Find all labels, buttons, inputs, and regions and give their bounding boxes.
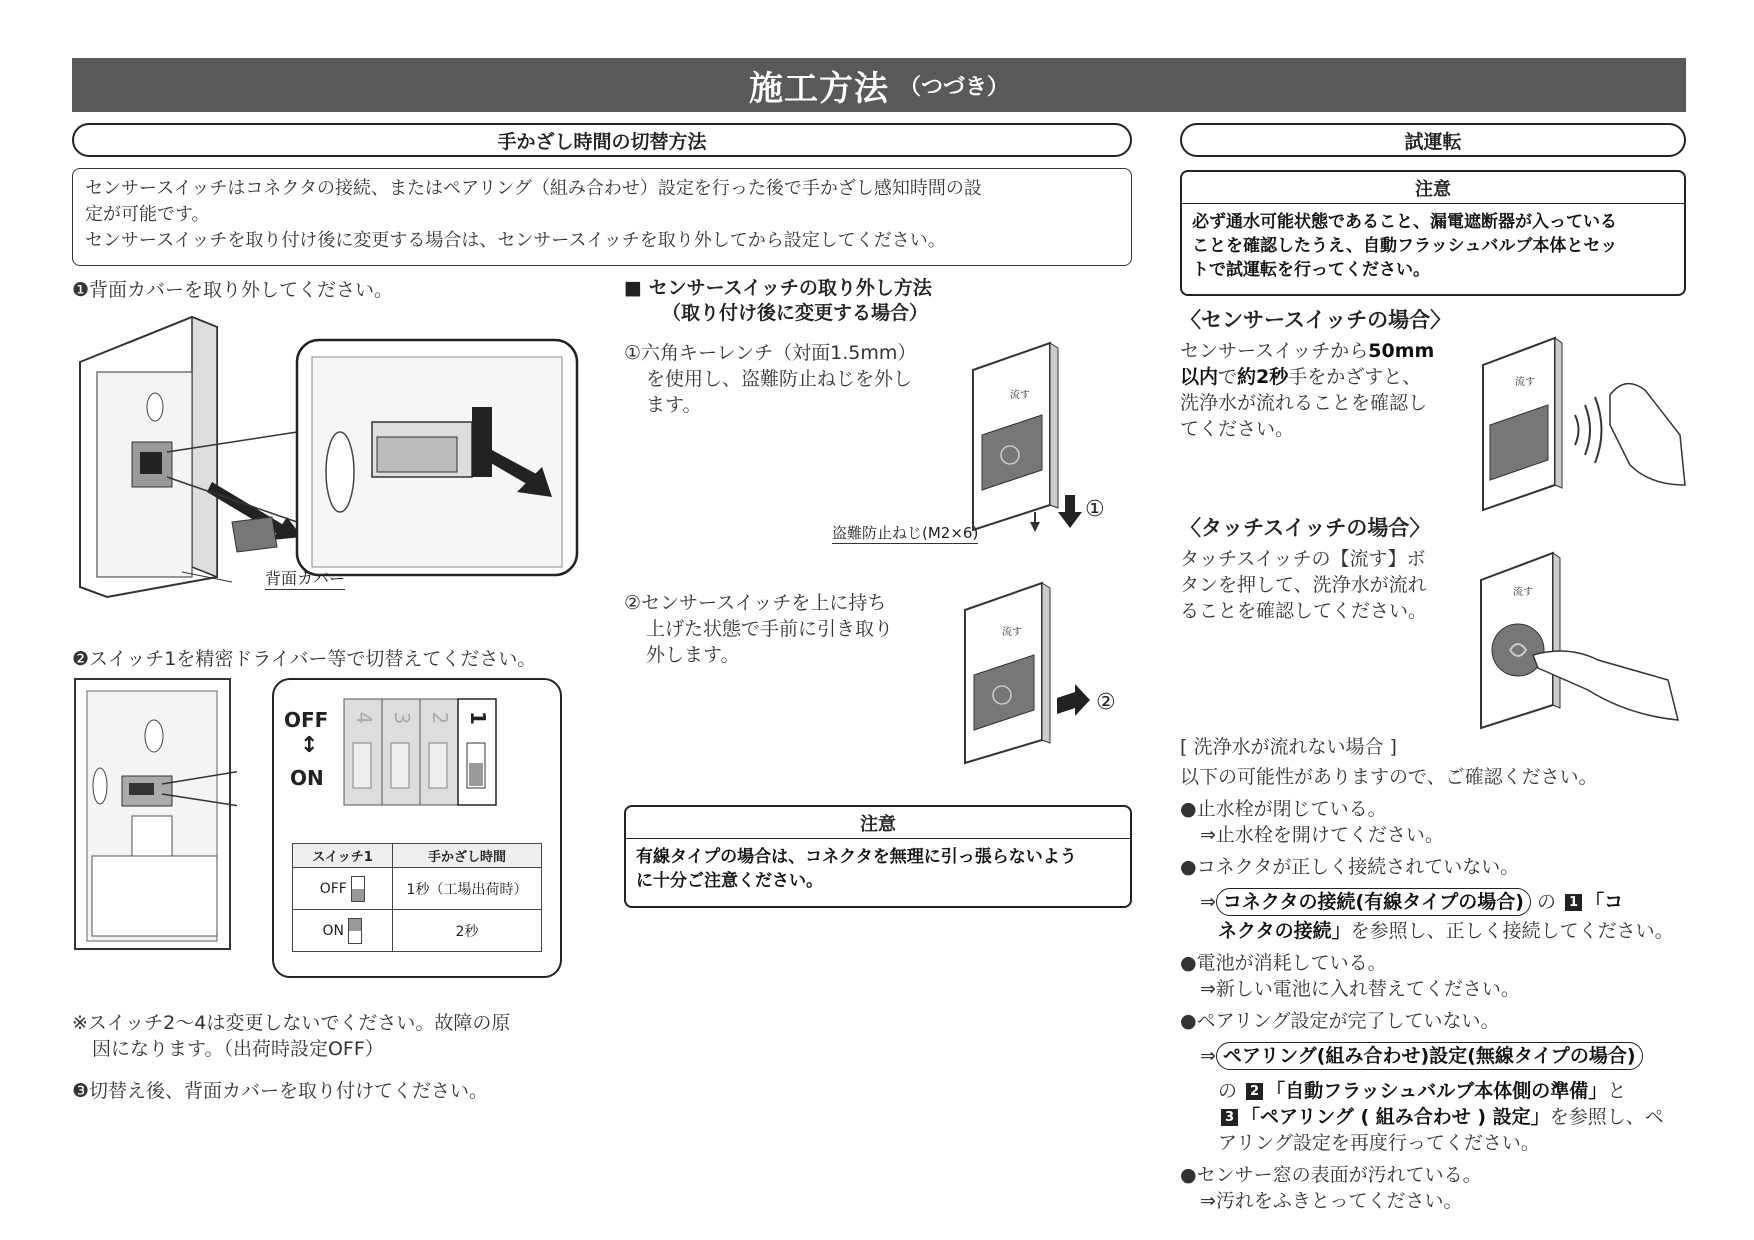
switch-back-illustration	[72, 676, 237, 956]
table-header-switch: スイッチ1	[293, 844, 393, 868]
back-cover-label: 背面カバー	[265, 566, 345, 590]
removal-heading	[624, 276, 932, 326]
wired-caution-title: 注意	[626, 807, 1130, 839]
remedy-4-to: と	[1607, 1080, 1627, 1102]
remedy-4-ref-1: 「自動フラッシュバルブ本体側の準備」	[1266, 1080, 1608, 1102]
ref-badge-1: 1	[1565, 894, 1582, 911]
cause-1: ●止水栓が閉じている。	[1180, 798, 1387, 820]
remedy-4-line-2	[1218, 1078, 1626, 1104]
sensor-hand-illustration	[1480, 335, 1690, 515]
wired-caution-line-2: に十分ご注意ください。	[636, 871, 823, 891]
touch-text-1: タッチスイッチの【流す】ボ	[1180, 548, 1426, 570]
sensor-text-1a: センサースイッチから	[1180, 340, 1369, 362]
removal-step-1	[624, 340, 916, 418]
marker-2: ②	[1096, 690, 1116, 715]
intro-line-3: センサースイッチを取り付け後に変更する場合は、センサースイッチを取り外してから設定してください。	[85, 230, 946, 251]
trial-caution-body	[1182, 204, 1684, 288]
dip-number-4: 4	[352, 711, 376, 725]
cause-2: ●コネクタが正しく接続されていない。	[1180, 856, 1520, 878]
ref-badge-3: 3	[1221, 1109, 1238, 1126]
removal-heading-line-2: （取り付け後に変更する場合）	[662, 302, 929, 324]
step-1-text: ❶背面カバーを取り外してください。	[72, 279, 394, 301]
remedy-2-no: の	[1537, 891, 1557, 913]
table-header-time: 手かざし時間	[393, 844, 542, 868]
step-2-text: ❷スイッチ1を精密ドライバー等で切替えてください。	[72, 648, 537, 670]
row-on-time: 2秒	[393, 910, 542, 952]
dip-number-1: 1	[466, 711, 490, 725]
trouble-intro: 以下の可能性がありますので、ご確認ください。	[1180, 766, 1598, 788]
sensor-text-4: てください。	[1180, 418, 1295, 440]
touch-text-3: ることを確認してください。	[1180, 600, 1428, 622]
sensor-switch-label-text: 流す	[1515, 377, 1535, 388]
row-off-time: 1秒（工場出荷時）	[393, 868, 542, 910]
remedy-2-cont	[1218, 918, 1674, 944]
remedy-4	[1200, 1042, 1643, 1070]
step-3-text: ❸切替え後、背面カバーを取り付けてください。	[72, 1080, 489, 1102]
removal-step-2-line-2: 上げた状態で手前に引き取り	[646, 618, 894, 640]
sensor-text-3: 洗浄水が流れることを確認し	[1180, 392, 1428, 414]
dip-on-label: ON	[290, 766, 324, 790]
table-row	[293, 910, 542, 952]
back-cover-illustration	[72, 312, 582, 602]
touch-case-text	[1180, 546, 1427, 624]
sensor-case-heading: 〈センサースイッチの場合〉	[1180, 308, 1452, 332]
touch-case-heading: 〈タッチスイッチの場合〉	[1180, 516, 1431, 540]
remedy-2-tail: を参照し、正しく接続してください。	[1350, 920, 1674, 942]
screw-switch-label-text: 流す	[1010, 390, 1030, 401]
right-section-heading: 試運転	[1180, 123, 1686, 157]
trial-caution-line-2: ことを確認したうえ、自動フラッシュバルブ本体とセッ	[1192, 236, 1618, 256]
pull-switch-label-text: 流す	[1002, 627, 1022, 638]
removal-step-1-line-1: ①六角キーレンチ（対面1.5mm）	[624, 342, 917, 364]
pairing-link[interactable]: ペアリング(組み合わせ)設定(無線タイプの場合)	[1216, 1042, 1643, 1070]
remedy-5: ⇒汚れをふきとってください。	[1200, 1190, 1463, 1212]
left-section-heading: 手かざし時間の切替方法	[72, 123, 1132, 157]
note-text	[72, 1010, 510, 1062]
remedy-1: ⇒止水栓を開けてください。	[1200, 824, 1444, 846]
page-subtitle: （つづき）	[898, 74, 1009, 100]
switch-on-icon	[348, 918, 362, 944]
remedy-2	[1200, 888, 1690, 916]
removal-step-1-line-3: ます。	[646, 394, 702, 416]
switch-table	[292, 843, 542, 952]
remedy-4-ref-2: 「ペアリング ( 組み合わせ ) 設定」	[1241, 1106, 1550, 1128]
sensor-text-2d: 手をかざすと、	[1288, 366, 1422, 388]
switch-off-icon	[351, 876, 365, 902]
intro-line-2: 定が可能です。	[85, 204, 210, 225]
sensor-text-1b: 50mm	[1368, 340, 1435, 362]
intro-line-1: センサースイッチはコネクタの接続、またはペアリング（組み合わせ）設定を行った後で手かざし感知時間の設	[85, 178, 982, 199]
note-line-2: 因になります。（出荷時設定OFF）	[92, 1038, 384, 1060]
remedy-2-arrow: ⇒	[1200, 891, 1216, 913]
remedy-4-arrow: ⇒	[1200, 1045, 1216, 1067]
sensor-text-2c: 約2秒	[1237, 366, 1289, 388]
cause-4: ●ペアリング設定が完了していない。	[1180, 1010, 1500, 1032]
connector-link[interactable]: コネクタの接続(有線タイプの場合)	[1216, 888, 1531, 916]
remedy-2-ref-1: 「コ	[1585, 891, 1624, 913]
touch-hand-illustration	[1478, 550, 1688, 730]
touch-switch-label-text: 流す	[1513, 587, 1533, 598]
trouble-heading: [ 洗浄水が流れない場合 ]	[1180, 736, 1397, 758]
screw-label: 盗難防止ねじ(M2×6)	[832, 524, 979, 542]
trial-caution-line-1: 必ず通水可能状態であること、漏電遮断器が入っている	[1192, 212, 1617, 232]
remedy-4-line-3	[1218, 1104, 1664, 1130]
row-off-state: OFF	[319, 880, 347, 897]
cause-3: ●電池が消耗している。	[1180, 952, 1387, 974]
table-row	[293, 868, 542, 910]
touch-text-2: タンを押して、洗浄水が流れ	[1180, 574, 1427, 596]
dip-number-2: 2	[428, 711, 452, 725]
dip-number-3: 3	[390, 711, 414, 725]
page-title: 施工方法	[748, 68, 889, 109]
remedy-4-tail-1: を参照し、ペ	[1549, 1106, 1664, 1128]
sensor-switch-pull-illustration	[962, 580, 1122, 765]
intro-box	[72, 168, 1132, 266]
sensor-text-2a: 以内	[1180, 366, 1219, 388]
removal-step-2-line-1: ②センサースイッチを上に持ち	[624, 592, 887, 614]
removal-step-2	[624, 590, 893, 668]
ref-badge-2: 2	[1246, 1083, 1263, 1100]
remedy-4-line-4: アリング設定を再度行ってください。	[1218, 1132, 1540, 1154]
wired-caution-line-1: 有線タイプの場合は、コネクタを無理に引っ張らないよう	[636, 847, 1077, 867]
page-title-bar	[72, 58, 1686, 112]
marker-1: ①	[1085, 497, 1105, 522]
note-line-1: ※スイッチ2～4は変更しないでください。故障の原	[72, 1012, 511, 1034]
remedy-3: ⇒新しい電池に入れ替えてください。	[1200, 978, 1520, 1000]
dip-off-label: OFF	[284, 708, 329, 732]
updown-arrow-icon: ↕	[300, 733, 319, 758]
sensor-text-2b: で	[1218, 366, 1238, 388]
sensor-case-text	[1180, 338, 1434, 442]
removal-step-2-line-3: 外します。	[646, 644, 740, 666]
remedy-4-no: の	[1218, 1080, 1238, 1102]
wired-caution-body	[626, 839, 1130, 899]
wired-caution-box	[624, 805, 1132, 908]
removal-heading-line-1: ■ センサースイッチの取り外し方法	[624, 277, 932, 299]
trial-caution-line-3: トで試運転を行ってください。	[1192, 260, 1430, 280]
remedy-2-ref-2: ネクタの接続」	[1218, 920, 1351, 942]
trial-caution-box	[1180, 170, 1686, 296]
trial-caution-title: 注意	[1182, 172, 1684, 204]
cause-5: ●センサー窓の表面が汚れている。	[1180, 1164, 1482, 1186]
row-on-state: ON	[322, 922, 345, 939]
removal-step-1-line-2: を使用し、盗難防止ねじを外し	[646, 368, 913, 390]
